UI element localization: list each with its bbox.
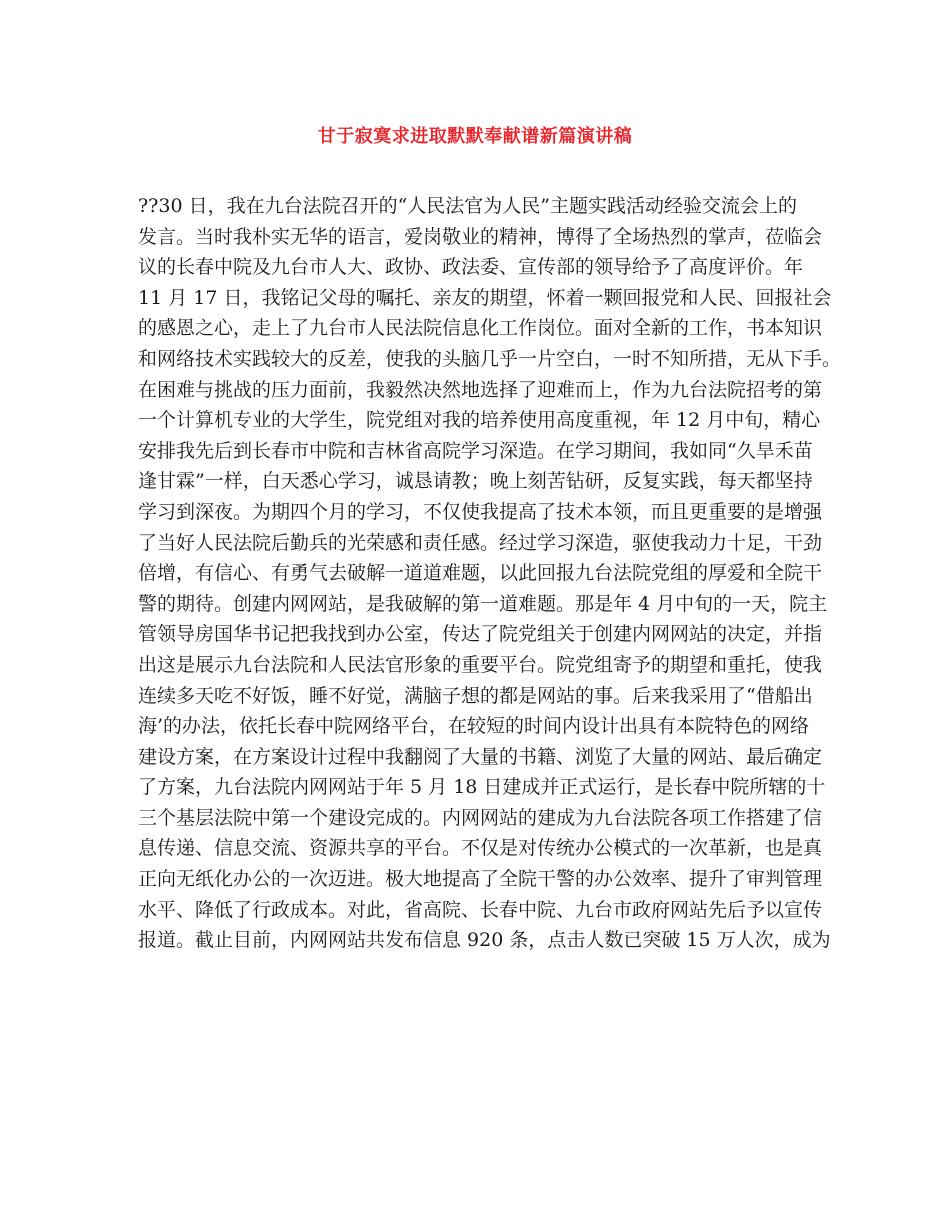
body-line: 了当好人民法院后勤兵的光荣感和责任感。经过学习深造，驱使我动力十足，干劲	[138, 531, 823, 554]
document-body	[138, 191, 842, 956]
body-line: 海’的办法，依托长春中院网络平台，在较短的时间内设计出具有本院特色的网络	[138, 715, 810, 738]
body-line: 了方案，九台法院内网网站于年 5 月 18 日建成并正式运行，是长春中院所辖的十	[138, 776, 826, 799]
body-line: 在困难与挑战的压力面前，我毅然决然地选择了迎难而上，作为九台法院招考的第	[138, 378, 823, 401]
body-line: 和网络技术实践较大的反差，使我的头脑几乎一片空白，一时不知所措，无从下手。	[138, 347, 842, 370]
document-title: 甘于寂寞求进取默默奉献谱新篇演讲稿	[317, 126, 633, 147]
body-line: 的感恩之心，走上了九台市人民法院信息化工作岗位。面对全新的工作，书本知识	[138, 317, 823, 340]
body-line: 出这是展示九台法院和人民法官形象的重要平台。院党组寄予的期望和重托，使我	[138, 653, 823, 676]
body-line: 倍增，有信心、有勇气去破解一道道难题，以此回报九台法院党组的厚爱和全院干	[138, 562, 823, 585]
body-line: 逢甘霖”一样，白天悉心学习，诚恳请教；晚上刻苦钻研，反复实践，每天都坚持	[138, 470, 813, 493]
body-line: ??30 日，我在九台法院召开的“人民法官为人民”主题实践活动经验交流会上的	[138, 195, 798, 217]
body-line: 息传递、信息交流、资源共享的平台。不仅是对传统办公模式的一次革新，也是真	[138, 837, 823, 860]
body-line: 建设方案，在方案设计过程中我翻阅了大量的书籍、浏览了大量的网站、最后确定	[138, 745, 823, 768]
body-line: 议的长春中院及九台市人大、政协、政法委、宣传部的领导给予了高度评价。年	[138, 256, 804, 279]
body-line: 安排我先后到长春市中院和吉林省高院学习深造。在学习期间，我如同“久旱禾苗	[138, 439, 813, 462]
body-line: 发言。当时我朴实无华的语言，爱岗敬业的精神，博得了全场热烈的掌声，莅临会	[138, 225, 823, 248]
body-line: 连续多天吃不好饭，睡不好觉，满脑子想的都是网站的事。后来我采用了“借船出	[138, 684, 813, 707]
body-line: 学习到深夜。为期四个月的学习，不仅使我提高了技术本领，而且更重要的是增强	[138, 500, 823, 523]
body-line: 管领导房国华书记把我找到办公室，传达了院党组关于创建内网网站的决定，并指	[138, 623, 823, 646]
body-line: 一个计算机专业的大学生，院党组对我的培养使用高度重视，年 12 月中旬，精心	[138, 409, 821, 432]
body-line: 警的期待。创建内网网站，是我破解的第一道难题。那是年 4 月中旬的一天，院主	[138, 592, 828, 615]
body-line: 水平、降低了行政成本。对此，省高院、长春中院、九台市政府网站先后予以宣传	[138, 898, 823, 921]
body-line: 11 月 17 日，我铭记父母的嘱托、亲友的期望，怀着一颗回报党和人民、回报社会	[138, 286, 832, 309]
body-line: 正向无纸化办公的一次迈进。极大地提高了全院干警的办公效率、提升了审判管理	[138, 868, 823, 891]
body-line: 报道。截止目前，内网网站共发布信息 920 条，点击人数已突破 15 万人次，成为	[138, 929, 831, 952]
body-line: 三个基层法院中第一个建设完成的。内网网站的建成为九台法院各项工作搭建了信	[138, 806, 823, 829]
